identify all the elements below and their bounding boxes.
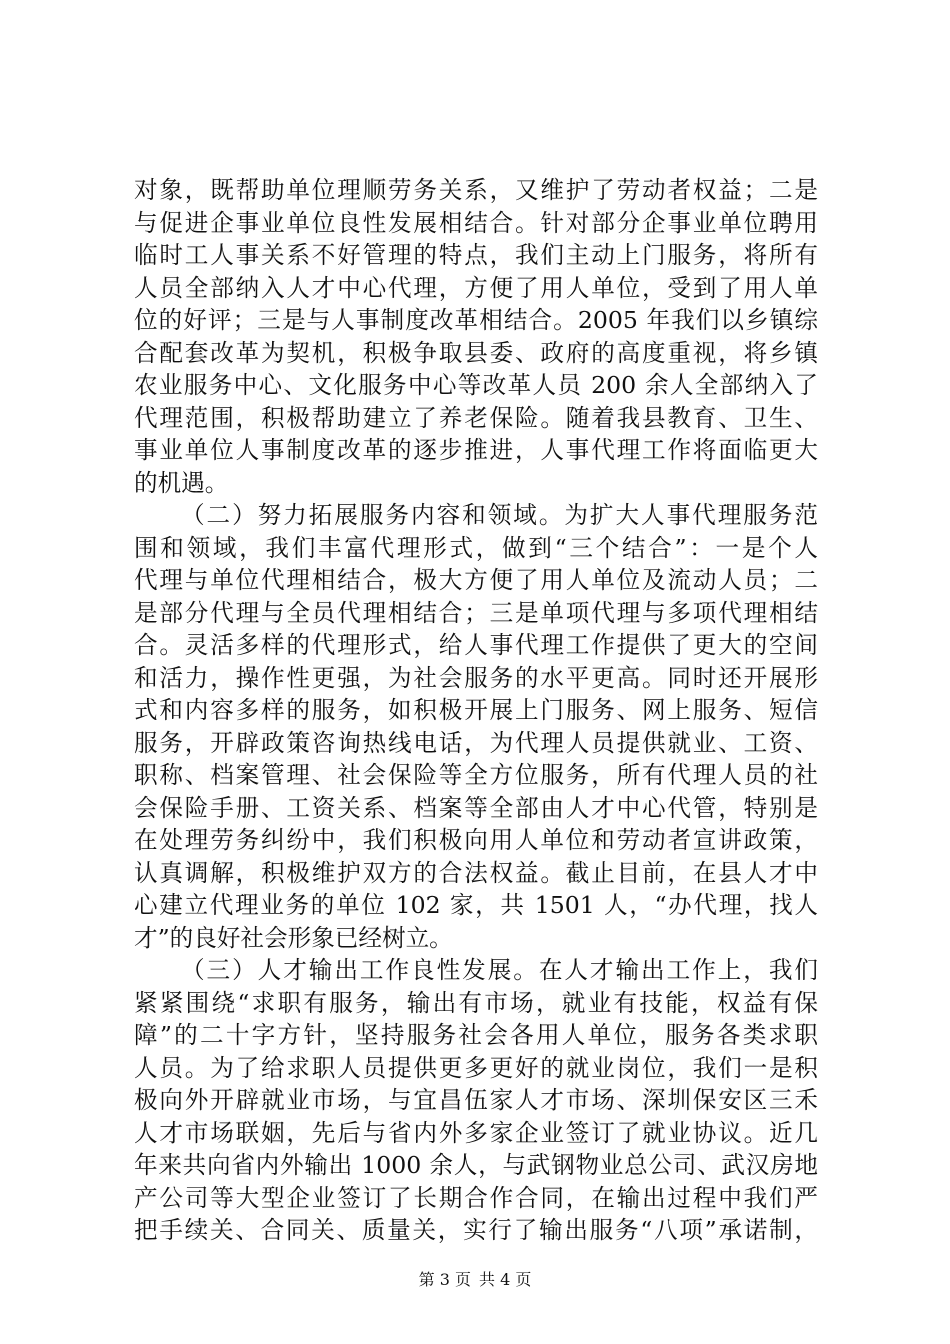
text-line: 式和内容多样的服务，如积极开展上门服务、网上服务、短信 [134, 696, 818, 724]
text-line: 认真调解，积极维护双方的合法权益。截止目前，在县人才中 [134, 858, 818, 887]
text-line: 职称、档案管理、社会保险等全方位服务，所有代理人员的社 [134, 761, 818, 789]
text-line: 与促进企事业单位良性发展相结合。针对部分企事业单位聘用 [134, 208, 818, 237]
text-line: 会保险手册、工资关系、档案等全部由人才中心代管，特别是 [134, 793, 818, 822]
text-line: 临时工人事关系不好管理的特点，我们主动上门服务，将所有 [134, 241, 818, 269]
text-line: 的机遇。 [134, 468, 229, 497]
text-line: 极向外开辟就业市场，与宜昌伍家人才市场、深圳保安区三禾 [134, 1086, 818, 1114]
text-line: 把手续关、合同关、质量关，实行了输出服务“八项”承诺制， [134, 1216, 818, 1244]
section-heading-line: （二）努力拓展服务内容和领域。为扩大人事代理服务范 [181, 501, 818, 529]
text-line: 人员全部纳入人才中心代理，方便了用人单位，受到了用人单 [134, 273, 818, 302]
page-number: 第 3 页 [418, 1270, 471, 1289]
text-line: 对象，既帮助单位理顺劳务关系，又维护了劳动者权益；二是 [134, 176, 818, 204]
text-line: 合。灵活多样的代理形式，给人事代理工作提供了更大的空间 [134, 631, 818, 659]
text-line: 产公司等大型企业签订了长期合作合同，在输出过程中我们严 [134, 1183, 818, 1212]
text-line: 年来共向省内外输出 1000 余人，与武钢物业总公司、武汉房地 [134, 1151, 818, 1179]
page-total: 共 4 页 [479, 1270, 532, 1289]
text-line: 农业服务中心、文化服务中心等改革人员 200 余人全部纳入了 [134, 371, 818, 399]
text-line: 合配套改革为契机，积极争取县委、政府的高度重视，将乡镇 [134, 338, 818, 367]
text-line: 在处理劳务纠纷中，我们积极向用人单位和劳动者宣讲政策， [134, 826, 818, 854]
text-line: 服务，开辟政策咨询热线电话，为代理人员提供就业、工资、 [134, 728, 818, 757]
text-line: 人员。为了给求职人员提供更多更好的就业岗位，我们一是积 [134, 1053, 818, 1082]
text-line: 和活力，操作性更强，为社会服务的水平更高。同时还开展形 [134, 663, 818, 692]
document-body [134, 174, 818, 1247]
text-line: 心建立代理业务的单位 102 家，共 1501 人，“办代理，找人 [134, 891, 818, 919]
text-line: 才”的良好社会形象已经树立。 [134, 923, 453, 952]
text-line: 障”的二十字方针，坚持服务社会各用人单位，服务各类求职 [134, 1021, 818, 1049]
text-line: 位的好评；三是与人事制度改革相结合。2005 年我们以乡镇综 [134, 306, 818, 334]
text-line: 代理与单位代理相结合，极大方便了用人单位及流动人员；二 [134, 566, 818, 594]
text-line: 代理范围，积极帮助建立了养老保险。随着我县教育、卫生、 [134, 403, 818, 432]
section-heading-line: （三）人才输出工作良性发展。在人才输出工作上，我们 [181, 956, 818, 984]
text-line: 围和领域，我们丰富代理形式，做到“三个结合”：一是个人 [134, 533, 818, 562]
text-line: 紧紧围绕“求职有服务，输出有市场，就业有技能，权益有保 [134, 988, 818, 1017]
page-footer [0, 1270, 950, 1290]
text-line: 事业单位人事制度改革的逐步推进，人事代理工作将面临更大 [134, 436, 818, 464]
text-line: 人才市场联姻，先后与省内外多家企业签订了就业协议。近几 [134, 1118, 818, 1147]
text-line: 是部分代理与全员代理相结合；三是单项代理与多项代理相结 [134, 598, 818, 627]
